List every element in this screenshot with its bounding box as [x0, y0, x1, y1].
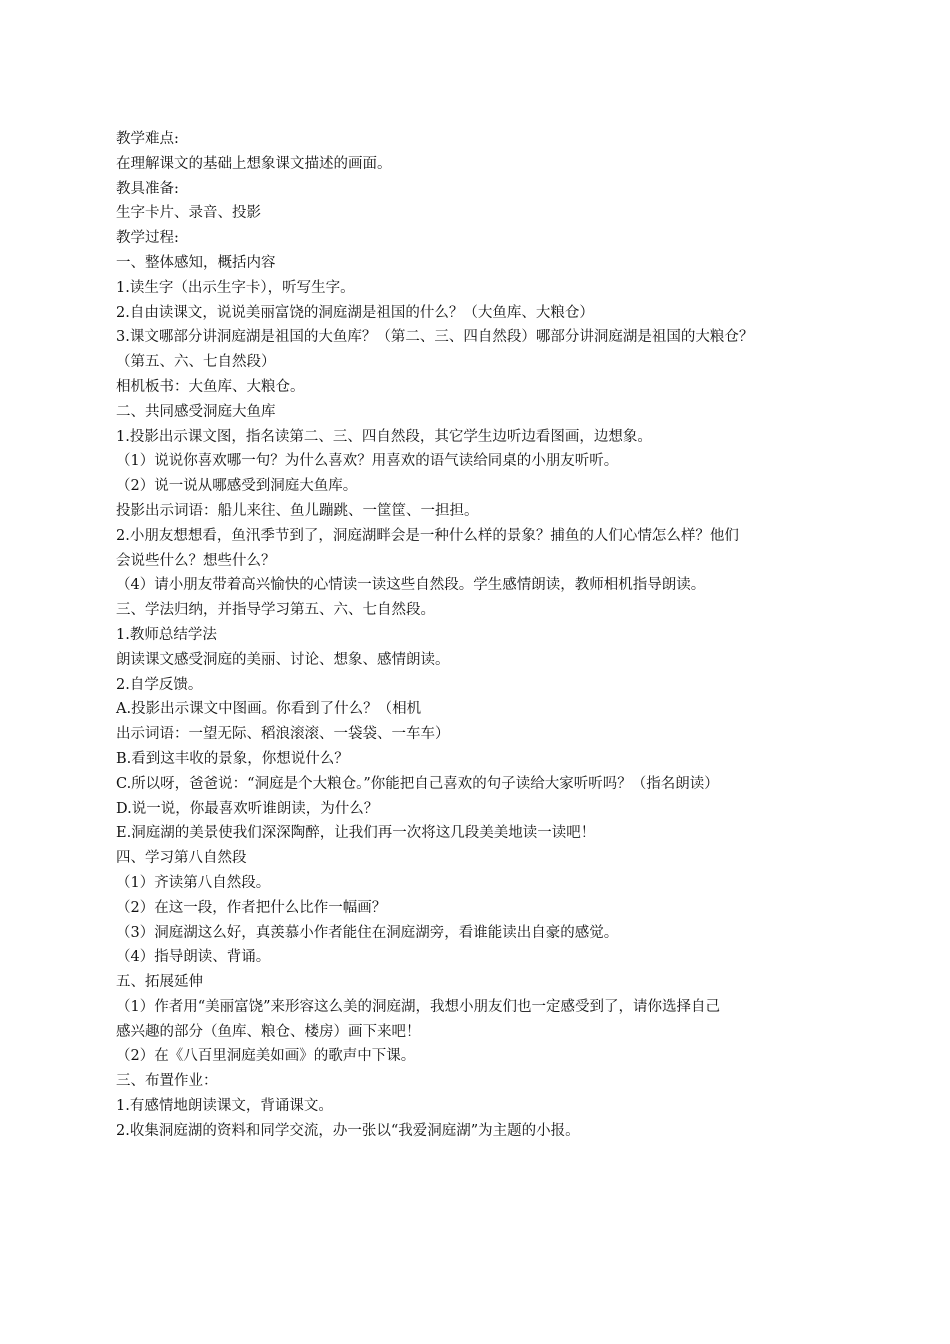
text-line: A.投影出示课文中图画。你看到了什么？（相机	[116, 701, 422, 718]
text-line: （2）说一说从哪感受到洞庭大鱼库。	[116, 478, 358, 495]
text-line: 2.小朋友想想看，鱼汛季节到了，洞庭湖畔会是一种什么样的景象？捕鱼的人们心情怎么样？他们	[116, 527, 739, 544]
text-line: 三、学法归纳，并指导学习第五、六、七自然段。	[116, 602, 435, 619]
text-line: 1.教师总结学法	[116, 626, 217, 643]
text-line: 教学过程:	[116, 230, 179, 247]
text-line: 三、布置作业：	[116, 1073, 218, 1090]
text-line: 教具准备:	[116, 180, 179, 197]
text-line: 相机板书：大鱼库、大粮仓。	[116, 378, 305, 395]
text-line: 教学难点:	[116, 131, 179, 147]
text-line: E.洞庭湖的美景使我们深深陶醉，让我们再一次将这几段美美地读一读吧！	[116, 825, 596, 842]
text-line: 投影出示词语：船儿来往、鱼儿蹦跳、一筐筐、一担担。	[116, 502, 479, 519]
text-line: （2）在这一段，作者把什么比作一幅画？	[116, 899, 387, 916]
text-line: 2.收集洞庭湖的资料和同学交流，办一张以“我爱洞庭湖”为主题的小报。	[116, 1122, 580, 1139]
text-line: （4）请小朋友带着高兴愉快的心情读一读这些自然段。学生感情朗读，教师相机指导朗读。	[116, 577, 706, 594]
text-line: 2.自由读课文，说说美丽富饶的洞庭湖是祖国的什么？（大鱼库、大粮仓）	[116, 304, 594, 321]
document-body	[116, 127, 841, 1144]
text-line: 1.有感情地朗读课文，背诵课文。	[116, 1098, 333, 1115]
text-line: 四、学习第八自然段	[116, 850, 247, 867]
text-line: （1）说说你喜欢哪一句？为什么喜欢？用喜欢的语气读给同桌的小朋友听听。	[116, 453, 619, 470]
text-line: D.说一说，你最喜欢听谁朗读，为什么？	[116, 800, 379, 817]
text-line: （4）指导朗读、背诵。	[116, 949, 271, 966]
text-line: 二、共同感受洞庭大鱼库	[116, 403, 276, 420]
text-line: 1.读生字（出示生字卡），听写生字。	[116, 279, 355, 296]
text-line: （1）作者用“美丽富饶”来形容这么美的洞庭湖，我想小朋友们也一定感受到了，请你选择自己	[116, 998, 721, 1015]
text-line: 1.投影出示课文图，指名读第二、三、四自然段，其它学生边听边看图画，边想象。	[116, 428, 652, 445]
text-line: 3.课文哪部分讲洞庭湖是祖国的大鱼库？（第二、三、四自然段）哪部分讲洞庭湖是祖国的大粮仓？	[116, 329, 754, 346]
text-line: 生字卡片、录音、投影	[116, 205, 261, 222]
text-line: （2）在《八百里洞庭美如画》的歌声中下课。	[116, 1048, 416, 1065]
text-line: （1）齐读第八自然段。	[116, 874, 271, 891]
text-line: 2.自学反馈。	[116, 676, 203, 693]
text-line: 出示词语：一望无际、稻浪滚滚、一袋袋、一车车）	[116, 726, 450, 743]
text-line: C.所以呀，爸爸说：“洞庭是个大粮仓。”你能把自己喜欢的句子读给大家听听吗？（指名朗读）	[116, 775, 719, 792]
text-line: B.看到这丰收的景象，你想说什么？	[116, 750, 349, 767]
text-line: 朗读课文感受洞庭的美丽、讨论、想象、感情朗读。	[116, 651, 450, 668]
text-line: 感兴趣的部分（鱼库、粮仓、楼房）画下来吧！	[116, 1023, 421, 1040]
text-line: 一、整体感知，概括内容	[116, 254, 276, 271]
text-line: （3）洞庭湖这么好，真羡慕小作者能住在洞庭湖旁，看谁能读出自豪的感觉。	[116, 924, 619, 941]
text-line: （第五、六、七自然段）	[116, 354, 276, 371]
text-line: 在理解课文的基础上想象课文描述的画面。	[116, 155, 392, 172]
text-line: 会说些什么？想些什么？	[116, 552, 276, 569]
text-line: 五、拓展延伸	[116, 974, 203, 991]
